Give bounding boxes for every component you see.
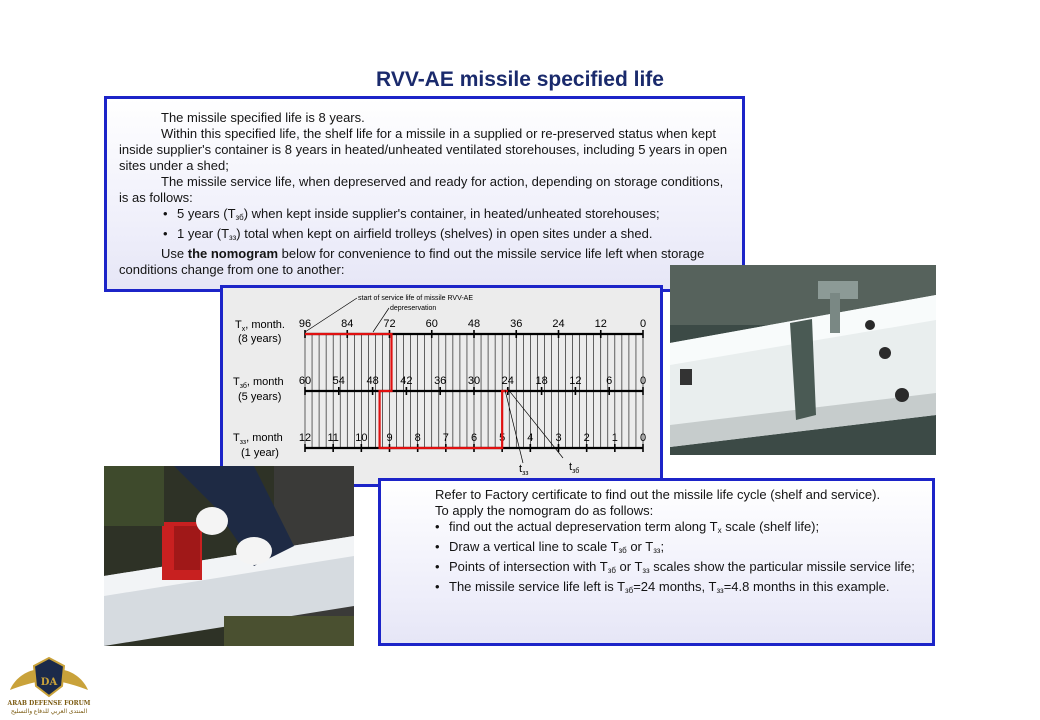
t31-tick-label: 0 bbox=[639, 375, 647, 387]
t33-tick-label: 7 bbox=[442, 432, 449, 444]
certificate-paragraph: Refer to Factory certificate to find out the missile life cycle (shelf and service). bbox=[435, 487, 881, 502]
specified-life-paragraph: The missile specified life is 8 years. bbox=[161, 110, 365, 125]
t33-tick-label: 12 bbox=[298, 432, 312, 444]
tx-tick-label: 72 bbox=[383, 318, 396, 330]
tx-tick-label: 96 bbox=[298, 318, 312, 330]
t31-tick-label: 12 bbox=[569, 375, 582, 387]
list-item: • 5 years $(T_{зб})$ when kept inside supplier's container, in heated/unheated storehouses; bbox=[177, 206, 730, 226]
logo-abbreviation: DA bbox=[40, 677, 58, 688]
t31-tick-label: 48 bbox=[366, 375, 379, 387]
specified-life-text-box bbox=[104, 96, 745, 292]
t33-tick-label: 5 bbox=[499, 432, 506, 444]
tx-tick-label: 84 bbox=[341, 318, 354, 330]
tx-tick-label: 12 bbox=[594, 318, 607, 330]
start-of-service-life-note: start of service life of missile RVV-AE bbox=[358, 295, 474, 302]
t33-tick-label: 4 bbox=[527, 432, 534, 444]
t31-tick-label: 36 bbox=[434, 375, 447, 387]
depreservation-note: depreservation bbox=[390, 305, 437, 312]
t33-tick-label: 1 bbox=[611, 432, 618, 444]
missile-photo bbox=[670, 265, 936, 455]
nomogram-instructions-box bbox=[378, 478, 935, 646]
tx-axis-years: (8 years) bbox=[238, 333, 282, 345]
t33-tick-label: 11 bbox=[327, 432, 339, 444]
t31-tick-label: 24 bbox=[501, 375, 514, 387]
shelf-life-paragraph: Within this specified life, the shelf life for a missile in a supplied or re-preserved status when kept inside supplier's container is 8 years in heated/unheated ventilated storehouses, including 5 years in open sites under a shed; bbox=[119, 126, 728, 173]
instructions-list bbox=[395, 519, 918, 599]
technician-photo bbox=[104, 466, 354, 646]
t33-tick-label: 10 bbox=[355, 432, 368, 444]
apply-nomogram-paragraph: To apply the nomogram do as follows: bbox=[435, 503, 654, 518]
t33-tick-label: 0 bbox=[639, 432, 647, 444]
t31-axis-years: (5 years) bbox=[238, 391, 282, 403]
t31-tick-label: 42 bbox=[400, 375, 413, 387]
tx-axis-label: $T_x$, month. bbox=[235, 319, 285, 333]
t33-marker-label: $t_{зз}$ bbox=[519, 463, 529, 477]
t31-tick-label: 30 bbox=[467, 375, 481, 387]
t31-tick-label: 54 bbox=[332, 375, 345, 387]
nomogram-chart bbox=[223, 288, 660, 484]
service-life-list bbox=[119, 206, 730, 246]
tx-tick-label: 36 bbox=[510, 318, 523, 330]
t33-tick-label: 2 bbox=[583, 432, 590, 444]
tx-tick-label: 48 bbox=[467, 318, 481, 330]
list-item: • The missile service life left is $T_{зб}=24$ months, $T_{зз}=4.8$ months in this example. bbox=[449, 579, 918, 599]
tx-tick-label: 0 bbox=[639, 318, 647, 330]
service-life-paragraph: The missile service life, when depreserved and ready for action, depending on storage conditions, is as follows: bbox=[119, 174, 724, 205]
list-item: • Draw a vertical line to scale $T_{зб}$ or $T_{зз}$; bbox=[449, 539, 918, 559]
t31-tick-label: 18 bbox=[535, 375, 548, 387]
t31-tick-label: 6 bbox=[606, 375, 613, 387]
nomogram-intro-paragraph: Use the nomogram below for convenience to find out the missile service life left when storage conditions change from one to another: bbox=[119, 246, 705, 277]
t31-marker-label: $t_{зб}$ bbox=[569, 461, 580, 475]
nomogram bbox=[220, 285, 663, 487]
t33-tick-label: 8 bbox=[414, 432, 421, 444]
logo-name: ARAB DEFENSE FORUM bbox=[7, 700, 91, 707]
t31-axis-label: $T_{зб}$, month bbox=[233, 376, 284, 390]
list-item: • Points of intersection with $T_{зб}$ or $T_{зз}$ scales show the particular missile service life; bbox=[449, 559, 918, 579]
list-item: • find out the actual depreservation term along $T_x$ scale (shelf life); bbox=[449, 519, 918, 539]
page-title: RVV-AE missile specified life bbox=[376, 68, 664, 91]
logo-arabic-name: المنتدى العربي للدفاع والتسليح bbox=[10, 709, 88, 715]
list-item: • 1 year $(T_{зз})$ total when kept on airfield trolleys (shelves) in open sites under a shed. bbox=[177, 226, 730, 246]
t33-tick-label: 3 bbox=[555, 432, 562, 444]
t33-axis-label: $T_{зз}$, month bbox=[233, 432, 283, 446]
t33-tick-label: 9 bbox=[386, 432, 393, 444]
t31-tick-label: 60 bbox=[298, 375, 312, 387]
t33-tick-label: 6 bbox=[470, 432, 478, 444]
t33-axis-years: (1 year) bbox=[241, 447, 279, 459]
tx-tick-label: 60 bbox=[425, 318, 438, 330]
tx-tick-label: 24 bbox=[552, 318, 565, 330]
